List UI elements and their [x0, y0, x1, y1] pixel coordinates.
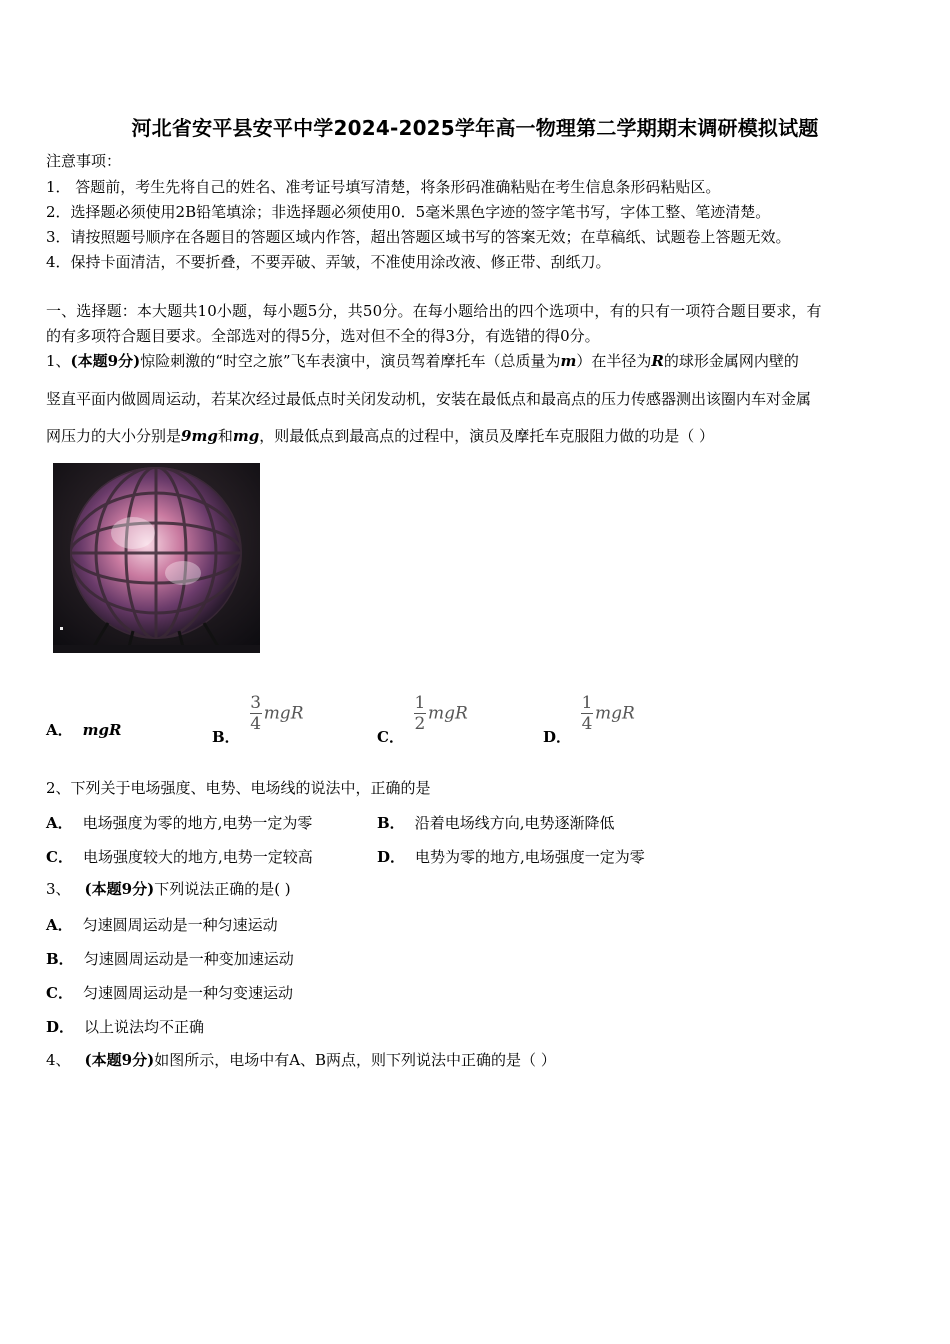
q2-option-d[interactable]	[377, 846, 645, 867]
q3-option-a-label: A．	[46, 916, 73, 934]
q1-R: R	[651, 352, 664, 370]
notice-item-2: 2．选择题必须使用2B铅笔填涂；非选择题必须使用0．5毫米黑色字迹的签字笔书写，字体工整、笔迹清楚。	[46, 203, 771, 221]
q1-and: 和	[217, 427, 233, 445]
q3-option-c-text: 匀速圆周运动是一种匀变速运动	[82, 984, 293, 1002]
frac-denominator: 4	[250, 714, 262, 734]
q1-text-d: 网压力的大小分别是	[46, 427, 182, 445]
q2-option-a-text: 电场强度为零的地方,电势一定为零	[82, 814, 313, 832]
q1-option-b-text: mgR	[263, 703, 304, 724]
q1-text-c: 的球形金属网内壁的	[663, 352, 799, 370]
frac-numerator: 1	[414, 693, 426, 713]
q4-number: 4、	[46, 1051, 71, 1069]
section-intro-line1: 一、选择题：本大题共10小题，每小题5分，共50分。在每小题给出的四个选项中，有的只有一项符合题目要求，有	[46, 302, 822, 320]
page-title: 河北省安平县安平中学2024-2025学年高一物理第二学期期末调研模拟试题	[131, 116, 819, 140]
q1-text-e: ，则最低点到最高点的过程中，演员及摩托车克服阻力做的功是（ ）	[259, 427, 714, 445]
q1-option-b[interactable]	[212, 693, 304, 746]
q1-option-c-label: C．	[377, 727, 404, 746]
q1-option-c[interactable]	[377, 693, 468, 746]
q1-option-a-label: A．	[46, 721, 73, 739]
globe-of-death-photo	[53, 463, 260, 653]
q4-points: (本题9分)	[84, 1051, 155, 1069]
q1-m: m	[560, 352, 577, 370]
q1-option-d[interactable]	[543, 693, 635, 746]
q1-option-c-text: mgR	[427, 703, 468, 724]
q3-option-d-label: D．	[46, 1018, 75, 1036]
frac-numerator: 3	[250, 693, 262, 713]
q2-option-b-text: 沿着电场线方向,电势逐渐降低	[414, 814, 615, 832]
q2-option-c-label: C．	[46, 848, 73, 866]
q3-option-d[interactable]	[46, 1016, 204, 1037]
q2-option-b-label: B．	[377, 814, 405, 832]
q3-option-a-text: 匀速圆周运动是一种匀速运动	[82, 916, 278, 934]
q1-option-d-label: D．	[543, 727, 572, 746]
globe-photo-graphic	[53, 463, 260, 653]
q1-force-high: mg	[232, 427, 260, 445]
q2-option-a[interactable]	[46, 812, 312, 833]
q1-text-a: 惊险刺激的“时空之旅”飞车表演中，演员驾着摩托车（总质量为	[140, 352, 561, 370]
notice-item-1: 1． 答题前，考生先将自己的姓名、准考证号填写清楚，将条形码准确粘贴在考生信息条形码粘贴区。	[46, 178, 721, 196]
q2-option-d-label: D．	[377, 848, 406, 866]
q2-option-c-text: 电场强度较大的地方,电势一定较高	[82, 848, 313, 866]
q3-option-b-label: B．	[46, 950, 74, 968]
q3-option-c-label: C．	[46, 984, 73, 1002]
q1-force-low: 9mg	[181, 427, 218, 445]
q3-option-d-text: 以上说法均不正确	[84, 1018, 205, 1036]
frac-denominator: 4	[581, 714, 593, 734]
q3-stem: 下列说法正确的是( )	[154, 880, 291, 898]
q3-stem-line	[46, 879, 291, 899]
q2-option-b[interactable]	[377, 812, 614, 833]
q1-number: 1、	[46, 352, 71, 370]
notice-item-3: 3．请按照题号顺序在各题目的答题区域内作答，超出答题区域书写的答案无效；在草稿纸、试题卷上答题无效。	[46, 228, 791, 246]
q2-option-c[interactable]	[46, 846, 313, 867]
notice-heading: 注意事项：	[46, 152, 122, 170]
q4-stem: 如图所示，电场中有A、B两点，则下列说法中正确的是（ ）	[154, 1051, 556, 1069]
q1-line3	[46, 426, 714, 446]
q2-stem: 2、下列关于电场强度、电势、电场线的说法中，正确的是	[46, 779, 431, 797]
q3-option-b-text: 匀速圆周运动是一种变加速运动	[83, 950, 294, 968]
frac-denominator: 2	[414, 714, 426, 734]
notice-item-4: 4．保持卡面清洁，不要折叠，不要弄破、弄皱，不准使用涂改液、修正带、刮纸刀。	[46, 253, 611, 271]
q2-option-a-label: A．	[46, 814, 73, 832]
q3-points: (本题9分)	[84, 880, 155, 898]
q4-stem-line	[46, 1050, 556, 1070]
q1-text-b: ）在半径为	[576, 352, 652, 370]
q2-option-d-text: 电势为零的地方,电场强度一定为零	[415, 848, 645, 866]
q1-line1	[46, 351, 799, 371]
q1-option-b-label: B．	[212, 727, 240, 746]
section-intro-line2: 的有多项符合题目要求。全部选对的得5分，选对但不全的得3分，有选错的得0分。	[46, 327, 600, 345]
q1-option-d-fraction	[581, 693, 593, 734]
q3-number: 3、	[46, 880, 71, 898]
q1-line2: 竖直平面内做圆周运动，若某次经过最低点时关闭发动机，安装在最低点和最高点的压力传感器测出该圈内车对金属	[46, 390, 812, 408]
q3-option-b[interactable]	[46, 948, 294, 969]
frac-numerator: 1	[581, 693, 593, 713]
q1-points: (本题9分)	[70, 352, 141, 370]
q1-option-a[interactable]	[46, 719, 121, 740]
q3-option-c[interactable]	[46, 982, 293, 1003]
q3-option-a[interactable]	[46, 914, 278, 935]
q1-option-b-fraction	[250, 693, 262, 734]
q1-option-d-text: mgR	[595, 703, 635, 724]
q1-option-c-fraction	[414, 693, 426, 734]
q1-option-a-text: mgR	[82, 721, 122, 739]
